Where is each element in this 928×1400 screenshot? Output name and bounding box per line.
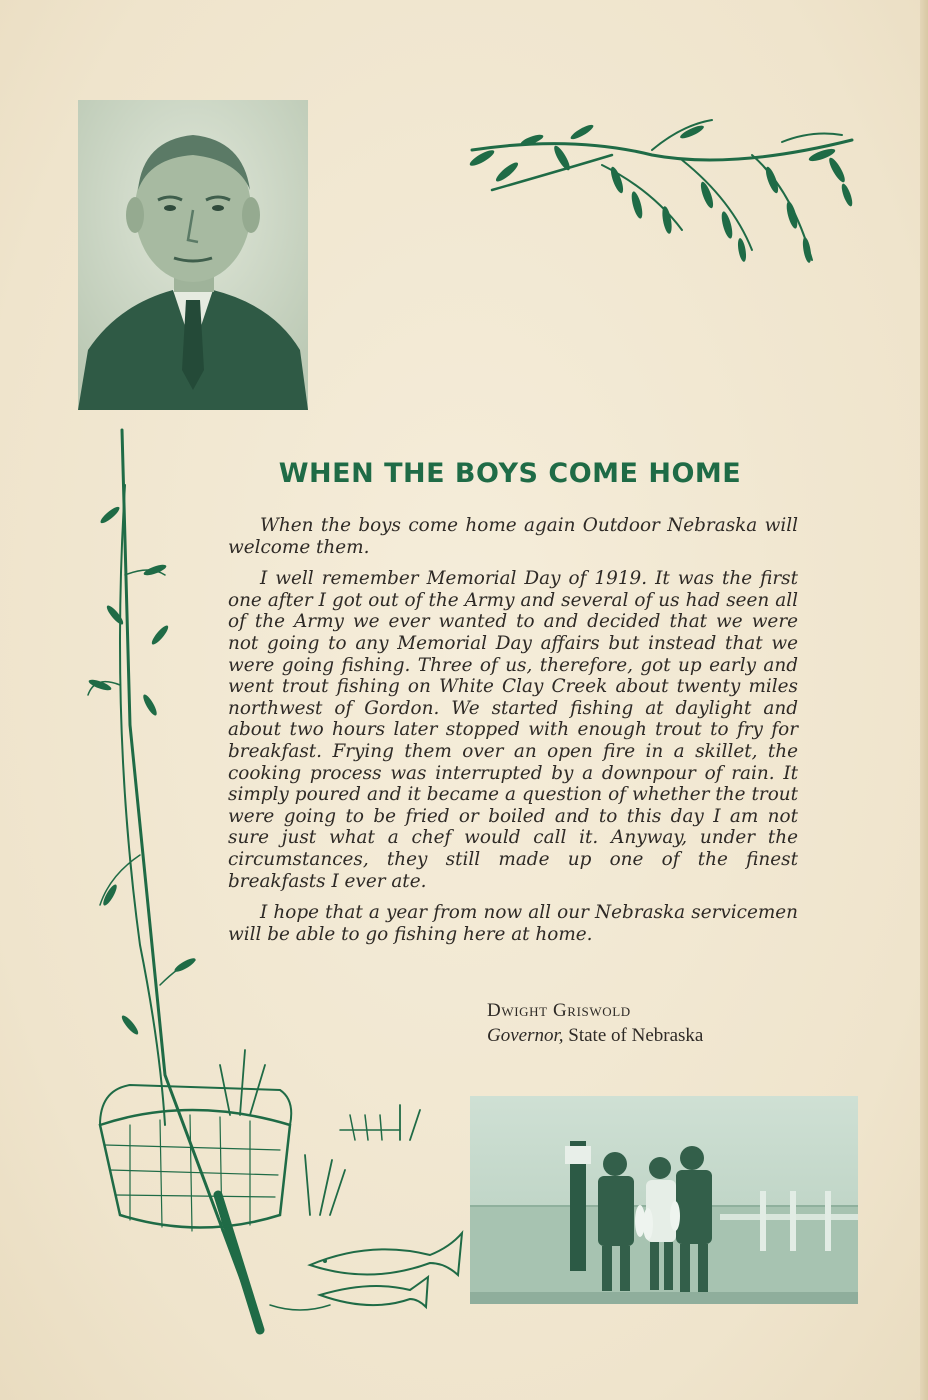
signature-block bbox=[487, 998, 807, 1048]
signature-role: Governor, bbox=[487, 1025, 564, 1046]
signature-name: Dwight Griswold bbox=[487, 1000, 631, 1021]
signature-place: State of Nebraska bbox=[568, 1025, 704, 1046]
paragraph: I well remember Memorial Day of 1919. It was the first one after I got out of the Army and several of us had seen all of the Army we ever wanted to and decided that we were not going to any Memorial Day affairs but instead that we were going fishing. Three of us, therefore, got up early and went trout fishing on White Clay Creek about twenty miles northwest of Gordon. We started fishing at daylight and about two hours later stopped with enough trout to fry for breakfast. Frying them over an open fire in a skillet, the cooking process was interrupted by a downpour of rain. It simply poured and it became a question of whether the trout were going to be fried or boiled and to this day I am not sure just what a chef would call it. Anyway, under the circumstances, they still made up one of the finest breakfasts I ever ate. bbox=[228, 568, 798, 892]
portrait-photo bbox=[78, 100, 308, 410]
page-fold-shadow bbox=[920, 0, 928, 1400]
page-title: WHEN THE BOYS COME HOME bbox=[278, 458, 742, 489]
signature-title bbox=[487, 1023, 807, 1048]
fishermen-photo bbox=[470, 1096, 858, 1304]
letter-body bbox=[228, 515, 798, 955]
paragraph: I hope that a year from now all our Nebraska servicemen will be able to go fishing here at home. bbox=[228, 902, 798, 945]
paragraph: When the boys come home again Outdoor Nebraska will welcome them. bbox=[228, 515, 798, 558]
willow-branch-illustration bbox=[452, 110, 862, 295]
